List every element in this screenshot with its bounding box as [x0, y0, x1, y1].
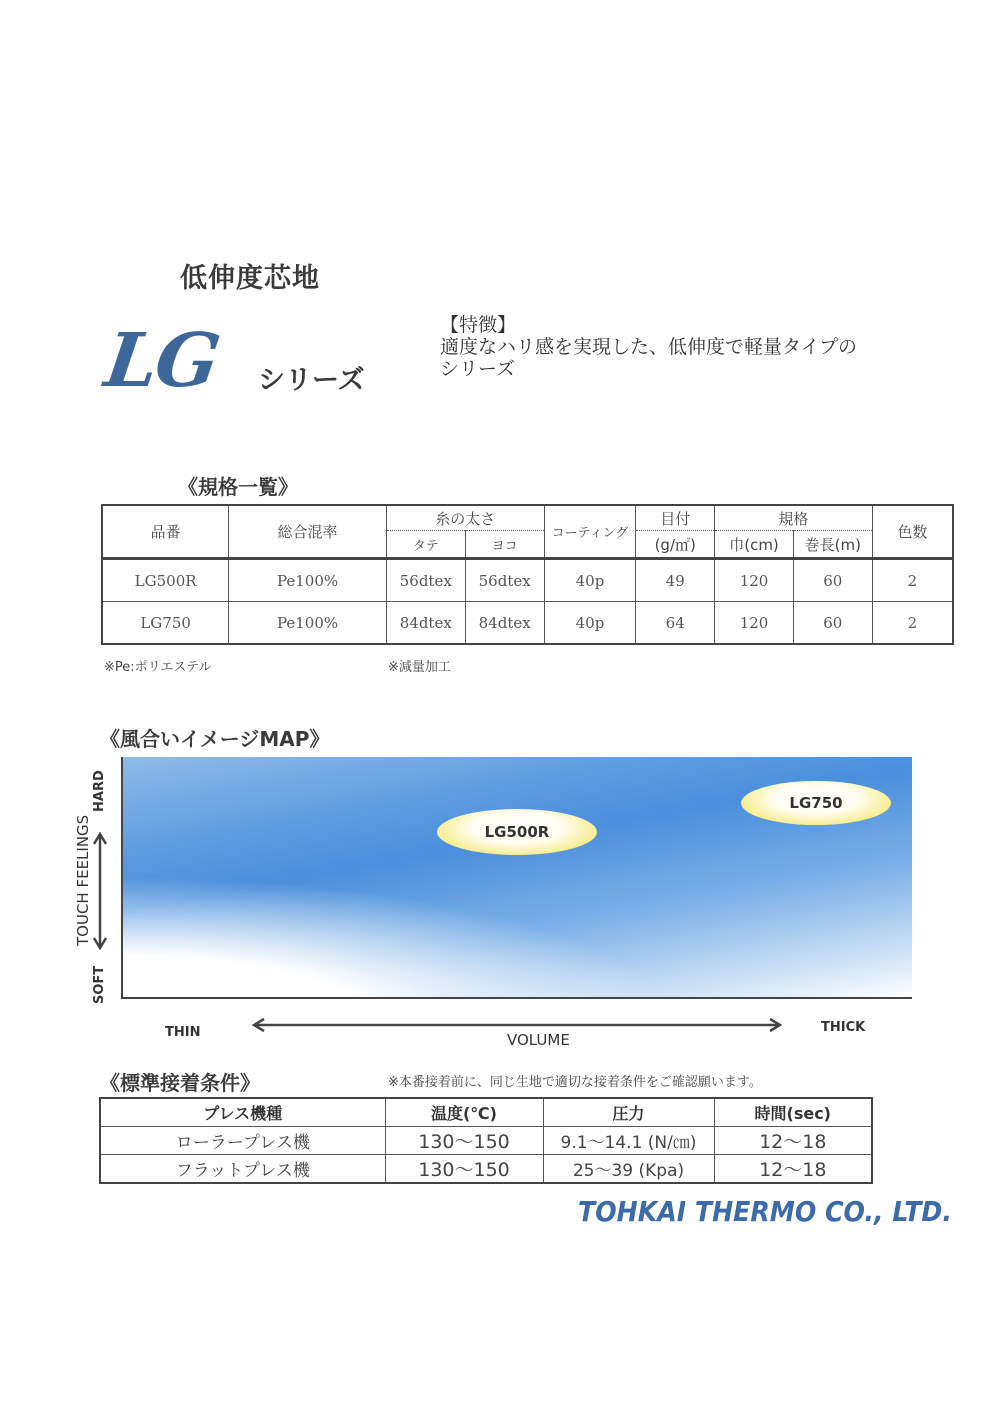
y-axis-bottom-label: SOFT	[92, 965, 107, 1004]
header-weft: ヨコ	[465, 531, 544, 559]
bubble-lg500r: LG500R	[437, 809, 597, 855]
category-title: 低伸度芯地	[180, 263, 320, 294]
cell-time: 12〜18	[714, 1127, 872, 1155]
header-blend: 総合混率	[229, 505, 387, 559]
series-logo: LG	[99, 318, 224, 404]
x-axis-left-label: THIN	[165, 1025, 201, 1040]
header-time: 時間(sec)	[714, 1098, 872, 1127]
header-coating: コーティング	[544, 505, 636, 559]
feature-description	[440, 314, 857, 380]
feature-heading: 【特徴】	[440, 314, 517, 336]
header-width: 巾(cm)	[715, 531, 794, 559]
header-temperature: 温度(℃)	[385, 1098, 543, 1127]
texture-map	[121, 757, 912, 999]
header-colors: 色数	[872, 505, 953, 559]
cell-colors: 2	[872, 559, 953, 602]
conditions-section-title: 《標準接着条件》	[100, 1071, 260, 1095]
cell-length: 60	[793, 602, 872, 645]
cell-length: 60	[793, 559, 872, 602]
cell-weight: 49	[636, 559, 715, 602]
vertical-double-arrow-icon	[93, 832, 107, 950]
cell-time: 12〜18	[714, 1155, 872, 1184]
cell-width: 120	[715, 602, 794, 645]
cell-blend: Pe100%	[229, 602, 387, 645]
feature-line-1: 適度なハリ感を実現した、低伸度で軽量タイプの	[440, 336, 858, 358]
header-weight: 目付	[636, 505, 715, 531]
conditions-note: ※本番接着前に、同じ生地で適切な接着条件をご確認願います。	[388, 1075, 762, 1090]
note-polyester: ※Pe:ポリエステル	[104, 660, 212, 675]
spec-table	[101, 504, 954, 645]
cell-pressure: 25〜39 (Kpa)	[543, 1155, 714, 1184]
cell-weft: 56dtex	[465, 559, 544, 602]
x-axis-label: VOLUME	[507, 1031, 570, 1049]
header-warp: タテ	[386, 531, 465, 559]
header-weight-unit: (g/㎡)	[636, 531, 715, 559]
cell-pressure: 9.1〜14.1 (N/㎝)	[543, 1127, 714, 1155]
note-weight-reduction: ※減量加工	[388, 660, 451, 675]
company-name: TOHKAI THERMO CO., LTD.	[578, 1195, 952, 1228]
cell-product-no: LG750	[102, 602, 229, 645]
y-axis-label: TOUCH FEELINGS	[74, 814, 92, 946]
cell-weft: 84dtex	[465, 602, 544, 645]
y-axis-top-label: HARD	[92, 770, 107, 812]
cell-width: 120	[715, 559, 794, 602]
cell-press-type: フラットプレス機	[100, 1155, 385, 1184]
cell-temperature: 130〜150	[385, 1155, 543, 1184]
spec-section-title: 《規格一覧》	[178, 475, 298, 499]
cell-product-no: LG500R	[102, 559, 229, 602]
table-row	[100, 1155, 872, 1184]
bubble-lg750: LG750	[741, 781, 891, 825]
cell-warp: 84dtex	[386, 602, 465, 645]
cell-weight: 64	[636, 602, 715, 645]
conditions-table	[99, 1097, 873, 1184]
cell-coating: 40p	[544, 602, 636, 645]
header-spec: 規格	[715, 505, 873, 531]
cell-coating: 40p	[544, 559, 636, 602]
map-section-title: 《風合いイメージMAP》	[100, 727, 330, 751]
cell-temperature: 130〜150	[385, 1127, 543, 1155]
header-yarn: 糸の太さ	[386, 505, 544, 531]
horizontal-double-arrow-icon	[252, 1017, 782, 1033]
header-product-no: 品番	[102, 505, 229, 559]
cell-colors: 2	[872, 602, 953, 645]
cell-warp: 56dtex	[386, 559, 465, 602]
header-length: 巻長(m)	[793, 531, 872, 559]
cell-press-type: ローラープレス機	[100, 1127, 385, 1155]
feature-line-2: シリーズ	[440, 358, 516, 380]
x-axis-right-label: THICK	[821, 1020, 866, 1035]
table-row	[102, 602, 953, 645]
table-row	[102, 559, 953, 602]
cell-blend: Pe100%	[229, 559, 387, 602]
header-press-type: プレス機種	[100, 1098, 385, 1127]
table-row	[100, 1127, 872, 1155]
header-pressure: 圧力	[543, 1098, 714, 1127]
series-label: シリーズ	[258, 365, 365, 396]
